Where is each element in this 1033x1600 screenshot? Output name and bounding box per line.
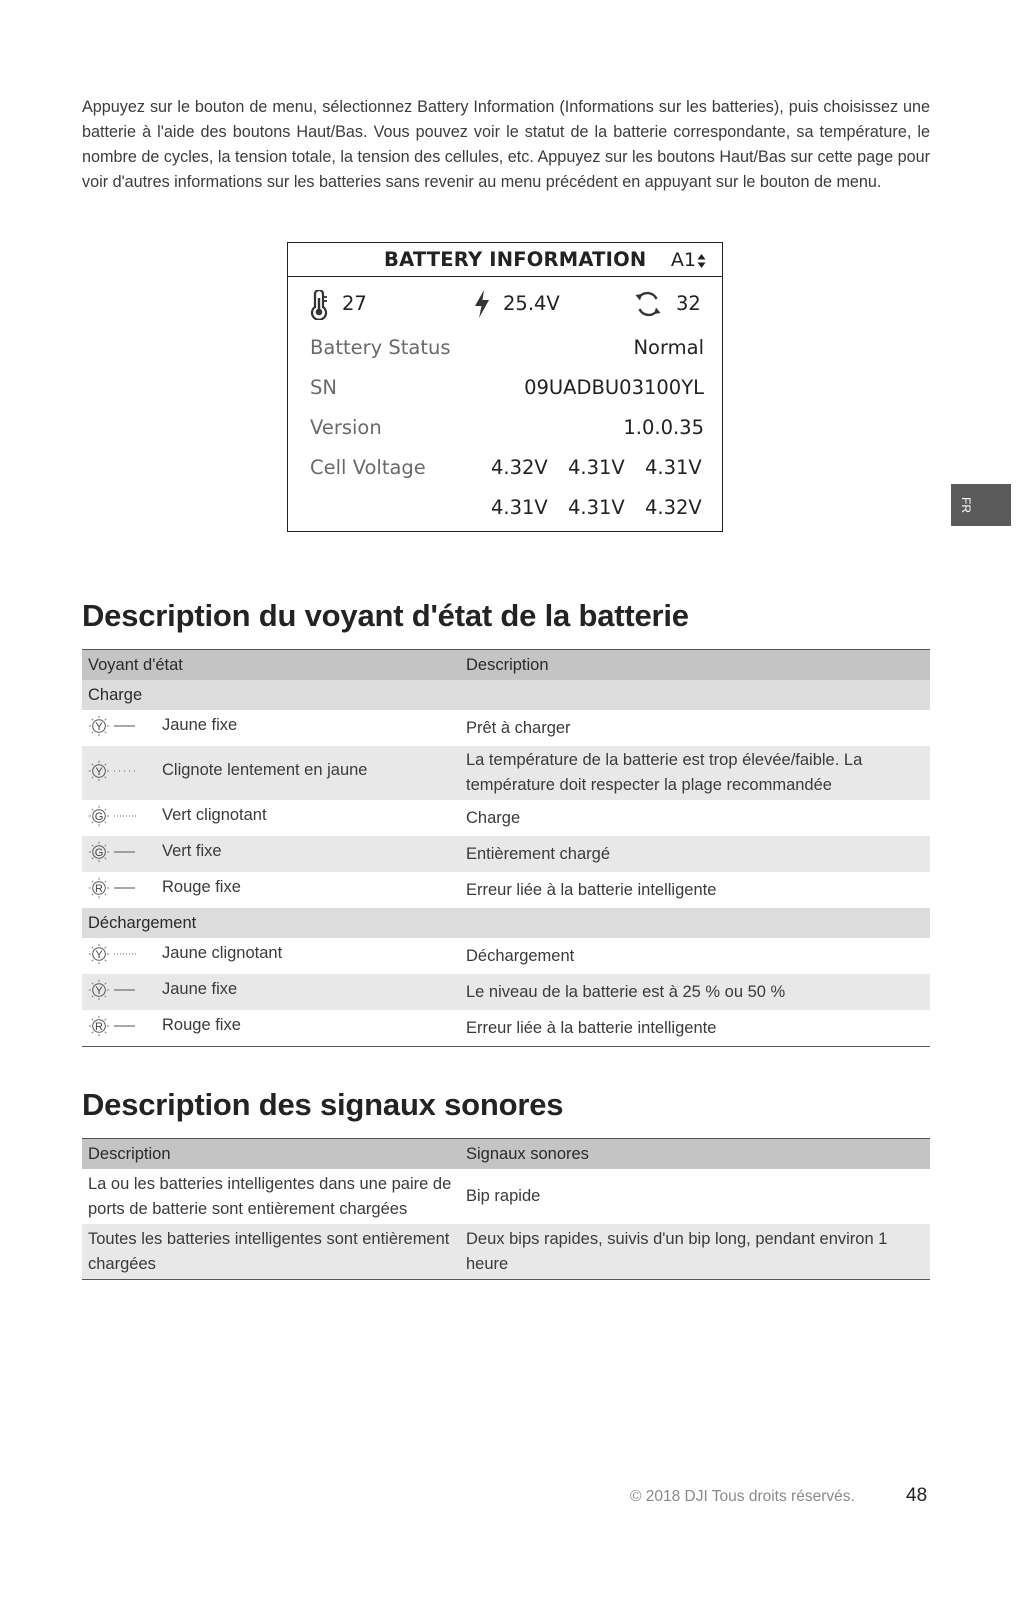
led-indicator-icon (88, 805, 142, 827)
svg-text:R: R (95, 1020, 103, 1033)
led-description: Erreur liée à la batterie intelligente (460, 872, 930, 908)
led-description: Le niveau de la batterie est à 25 % ou 50 % (460, 974, 930, 1010)
led-indicator-icon (88, 715, 142, 737)
beep-section-heading: Description des signaux sonores (82, 1087, 564, 1122)
led-status-label: Clignote lentement en jaune (162, 761, 368, 779)
beep-table-body (82, 1169, 930, 1280)
beep-signal: Deux bips rapides, suivis d'un bip long, pendant environ 1 heure (460, 1224, 930, 1280)
beep-description: La ou les batteries intelligentes dans une paire de ports de batterie sont entièrement chargées (82, 1169, 460, 1224)
language-tab (951, 484, 1011, 526)
led-status (88, 715, 237, 737)
led-description: Prêt à charger (460, 710, 930, 746)
led-status-cell (82, 710, 460, 746)
version-value: 1.0.0.35 (623, 416, 704, 439)
beep-table (82, 1138, 930, 1280)
copyright-footer: © 2018 DJI Tous droits réservés. (630, 1488, 855, 1505)
led-indicator-icon (88, 943, 142, 965)
table-row (82, 800, 930, 836)
cell-voltage-1: 4.32V (491, 456, 548, 479)
page-number: 48 (906, 1485, 928, 1506)
led-section-heading: Description du voyant d'état de la batterie (82, 598, 689, 633)
lcd-title: BATTERY INFORMATION (384, 248, 647, 271)
table-row (82, 1224, 930, 1280)
table-row (82, 938, 930, 974)
led-status (88, 979, 237, 1001)
led-status-cell (82, 872, 460, 908)
led-description: Entièrement chargé (460, 836, 930, 872)
led-status (88, 1015, 241, 1037)
led-status-label: Rouge fixe (162, 1016, 241, 1034)
table-row (82, 872, 930, 908)
led-description: Erreur liée à la batterie intelligente (460, 1010, 930, 1047)
table-row (82, 836, 930, 872)
led-status-cell (82, 1010, 460, 1047)
svg-text:Y: Y (95, 765, 103, 778)
svg-text:G: G (94, 846, 104, 859)
table-row (82, 746, 930, 800)
status-row (288, 336, 722, 366)
led-status-cell (82, 938, 460, 974)
led-status (88, 805, 267, 827)
section-label: Charge (82, 680, 930, 710)
led-col-header-1: Voyant d'état (82, 650, 460, 681)
led-status-label: Jaune fixe (162, 980, 238, 998)
cell-voltage-3: 4.31V (645, 456, 702, 479)
cycle-icon (634, 290, 662, 318)
led-indicator-icon (88, 841, 142, 863)
led-status (88, 877, 241, 899)
led-status (88, 943, 282, 965)
table-row (82, 710, 930, 746)
led-indicator-icon (88, 760, 142, 782)
svg-text:R: R (95, 882, 103, 895)
led-status-cell (82, 974, 460, 1010)
cell-voltage-4: 4.31V (491, 496, 548, 519)
svg-text:Y: Y (95, 720, 103, 733)
led-status-cell (82, 836, 460, 872)
led-status-label: Vert clignotant (162, 806, 267, 824)
language-tab-label: FR (959, 497, 973, 513)
sn-row (288, 376, 722, 406)
led-col-header-2: Description (460, 650, 930, 681)
svg-text:G: G (94, 810, 104, 823)
led-status-cell (82, 800, 460, 836)
up-down-arrow-icon (697, 253, 706, 269)
table-row (82, 974, 930, 1010)
sn-label: SN (310, 376, 337, 399)
lightning-icon (473, 289, 491, 319)
voltage-value: 25.4V (503, 292, 560, 315)
beep-col-header-1: Description (82, 1139, 460, 1170)
cell-voltage-label: Cell Voltage (310, 456, 426, 479)
led-status-cell (82, 746, 460, 800)
version-row (288, 416, 722, 446)
led-status (88, 841, 222, 863)
led-indicator-icon (88, 877, 142, 899)
led-status-label: Jaune fixe (162, 716, 238, 734)
cell-voltage-5: 4.31V (568, 496, 625, 519)
cell-voltage-6: 4.32V (645, 496, 702, 519)
sn-value: 09UADBU03100YL (524, 376, 704, 399)
status-label: Battery Status (310, 336, 451, 359)
battery-selector-value: A1 (670, 249, 696, 271)
led-description: Déchargement (460, 938, 930, 974)
intro-paragraph: Appuyez sur le bouton de menu, sélectionnez Battery Information (Informations sur les batteries), puis choisissez une batterie à l'aide des boutons Haut/Bas. Vous pouvez voir le statut de la batterie correspondante, sa température, le nombre de cycles, la tension totale, la tension des cellules, etc. Appuyez sur les boutons Haut/Bas sur cette page pour voir d'autres informations sur les batteries sans revenir au menu précédent en appuyant sur le bouton de menu. (82, 98, 930, 192)
table-section-row (82, 908, 930, 938)
battery-information-screen (287, 242, 723, 532)
lcd-header (288, 243, 722, 277)
led-status-label: Vert fixe (162, 842, 222, 860)
cell-voltage-2: 4.31V (568, 456, 625, 479)
table-row (82, 1169, 930, 1224)
battery-selector (671, 249, 706, 271)
led-indicator-icon (88, 1015, 142, 1037)
section-label: Déchargement (82, 908, 930, 938)
led-status (88, 760, 367, 782)
led-description: Charge (460, 800, 930, 836)
led-status-table (82, 649, 930, 1047)
led-status-label: Rouge fixe (162, 878, 241, 896)
led-status-label: Jaune clignotant (162, 944, 283, 962)
beep-col-header-2: Signaux sonores (460, 1139, 930, 1170)
status-value: Normal (633, 336, 704, 359)
table-row (82, 1010, 930, 1047)
temperature-value: 27 (342, 292, 367, 315)
svg-text:Y: Y (95, 984, 103, 997)
version-label: Version (310, 416, 382, 439)
table-section-row (82, 680, 930, 710)
beep-signal: Bip rapide (460, 1169, 930, 1224)
beep-description: Toutes les batteries intelligentes sont entièrement chargées (82, 1224, 460, 1280)
svg-text:Y: Y (95, 948, 103, 961)
thermometer-icon (308, 290, 330, 320)
cycle-count: 32 (676, 292, 701, 315)
led-table-body (82, 680, 930, 1047)
led-indicator-icon (88, 979, 142, 1001)
led-description: La température de la batterie est trop élevée/faible. La température doit respecter la plage recommandée (460, 746, 930, 800)
